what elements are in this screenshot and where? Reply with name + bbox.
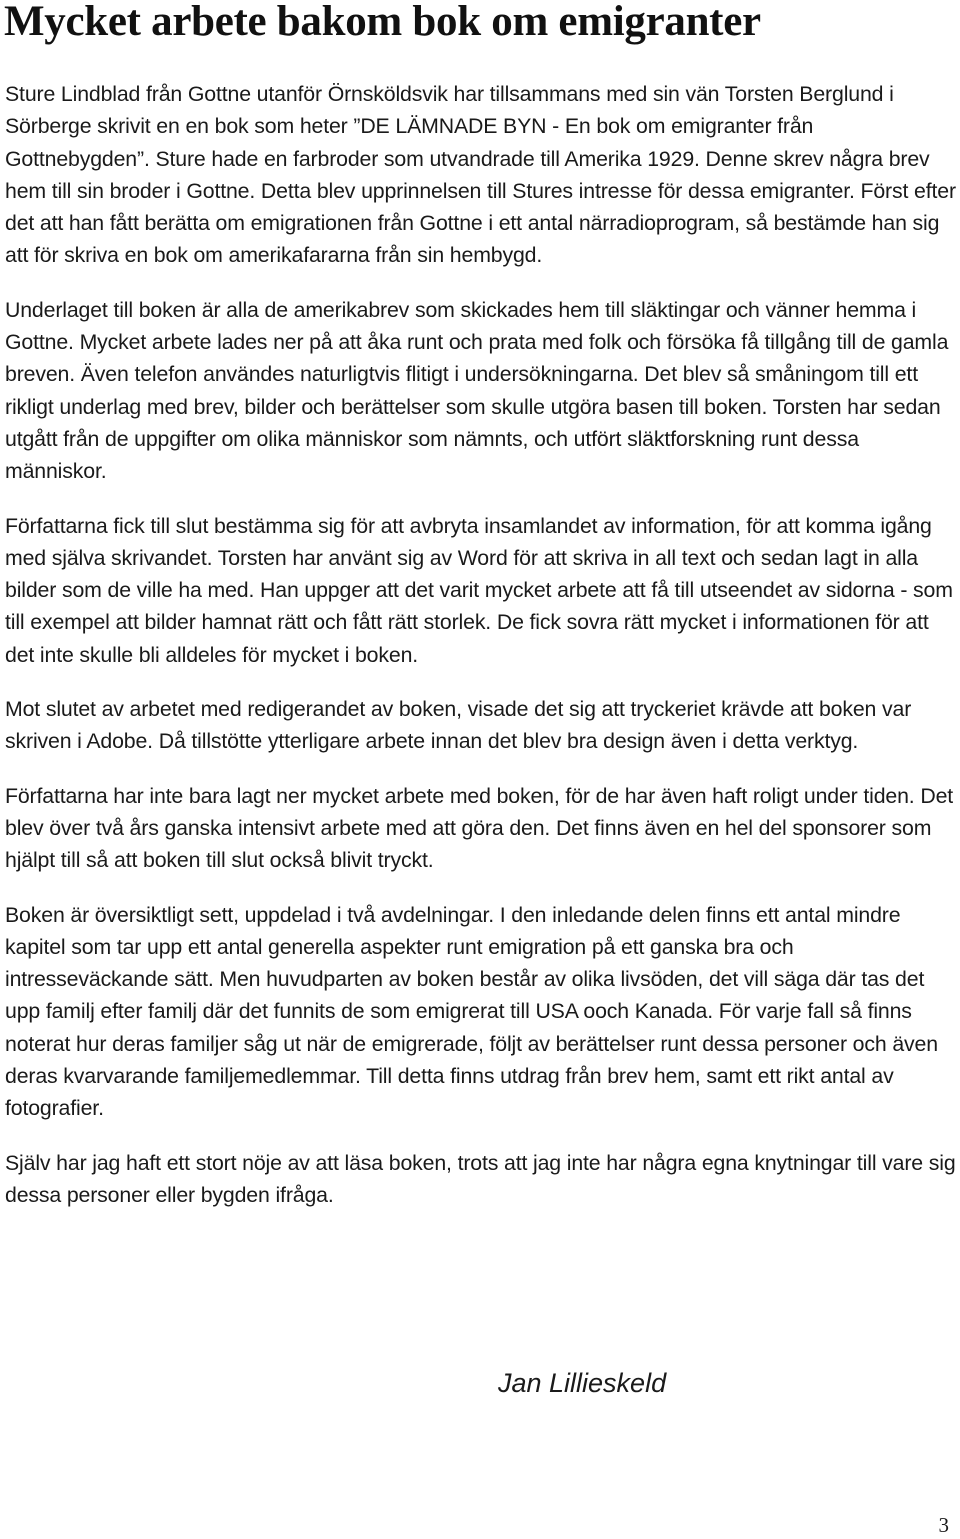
author-signature: Jan Lillieskeld bbox=[498, 1368, 667, 1398]
body-paragraph: Sture Lindblad från Gottne utanför Örnsköldsvik har tillsammans med sin vän Torsten Berglund i Sörberge skrivit en en bok som heter ”DE LÄMNADE BYN - En bok om emigranter från Gottnebygden”. Sture hade en farbroder som utvandrade till Amerika 1929. Denne skrev några brev hem till sin broder i Gottne. Detta blev upprinnelsen till Stures intresse för dessa emigranter. Först efter det att han fått berätta om emigrationen från Gottne i ett antal närradioprogram, så bestämde han sig att för skriva en bok om amerikafararna från sin hembygd. bbox=[5, 82, 956, 268]
body-paragraph: Mot slutet av arbetet med redigerandet av boken, visade det sig att tryckeriet krävde att boken var skriven i Adobe. Då tillstötte ytterligare arbete innan det blev bra design även i detta verktyg. bbox=[5, 697, 912, 754]
body-paragraph: Boken är översiktligt sett, uppdelad i två avdelningar. I den inledande delen finns ett antal mindre kapitel som tar upp ett antal generella aspekter runt emigration på ett ganska bra och intresseväckande sätt. Men huvudparten av boken består av olika livsöden, det vill säga där tas det upp familj efter familj där det funnits de som emigrerat till USA ooch Kanada. För varje fall så finns noterat hur deras familjer såg ut när de emigrerade, följt av berättelser runt dessa personer och även deras kvarvarande familjemedlemmar. Till detta finns utdrag från brev hem, samt ett rikt antal av fotografier. bbox=[5, 902, 938, 1121]
article-body bbox=[5, 78, 960, 1233]
article-headline: Mycket arbete bakom bok om emigranter bbox=[4, 0, 761, 45]
body-paragraph: Författarna fick till slut bestämma sig för att avbryta insamlandet av information, för att komma igång med själva skrivandet. Torsten har använt sig av Word för att skriva in all text och sedan lagt in alla bilder som de ville ha med. Han uppger att det varit mycket arbete att få till utseendet av sidorna - som till exempel att bilder hamnat rätt och fått rätt storlek. De fick sovra rätt mycket i informationen för att det inte skulle bli alldeles för mycket i boken. bbox=[5, 513, 953, 667]
page-number: 3 bbox=[938, 1513, 949, 1537]
body-paragraph: Författarna har inte bara lagt ner mycket arbete med boken, för de har även haft roligt under tiden. Det blev över två års ganska intensivt arbete med att göra den. Det finns även en hel del sponsorer som hjälpt till så att boken till slut också blivit tryckt. bbox=[5, 783, 954, 873]
body-paragraph: Underlaget till boken är alla de amerikabrev som skickades hem till släktingar och vänner hemma i Gottne. Mycket arbete lades ner på att åka runt och prata med folk och försöka få tillgång till de gamla breven. Även telefon användes naturligtvis flitigt i undersökningarna. Det blev så småningom till ett rikligt underlag med brev, bilder och berättelser som skulle utgöra basen till boken. Torsten har sedan utgått från de uppgifter om olika människor som nämnts, och utfört släktforskning runt dessa människor. bbox=[5, 297, 949, 484]
body-paragraph: Själv har jag haft ett stort nöje av att läsa boken, trots att jag inte har några egna knytningar till vare sig dessa personer eller bygden ifråga. bbox=[5, 1150, 956, 1207]
